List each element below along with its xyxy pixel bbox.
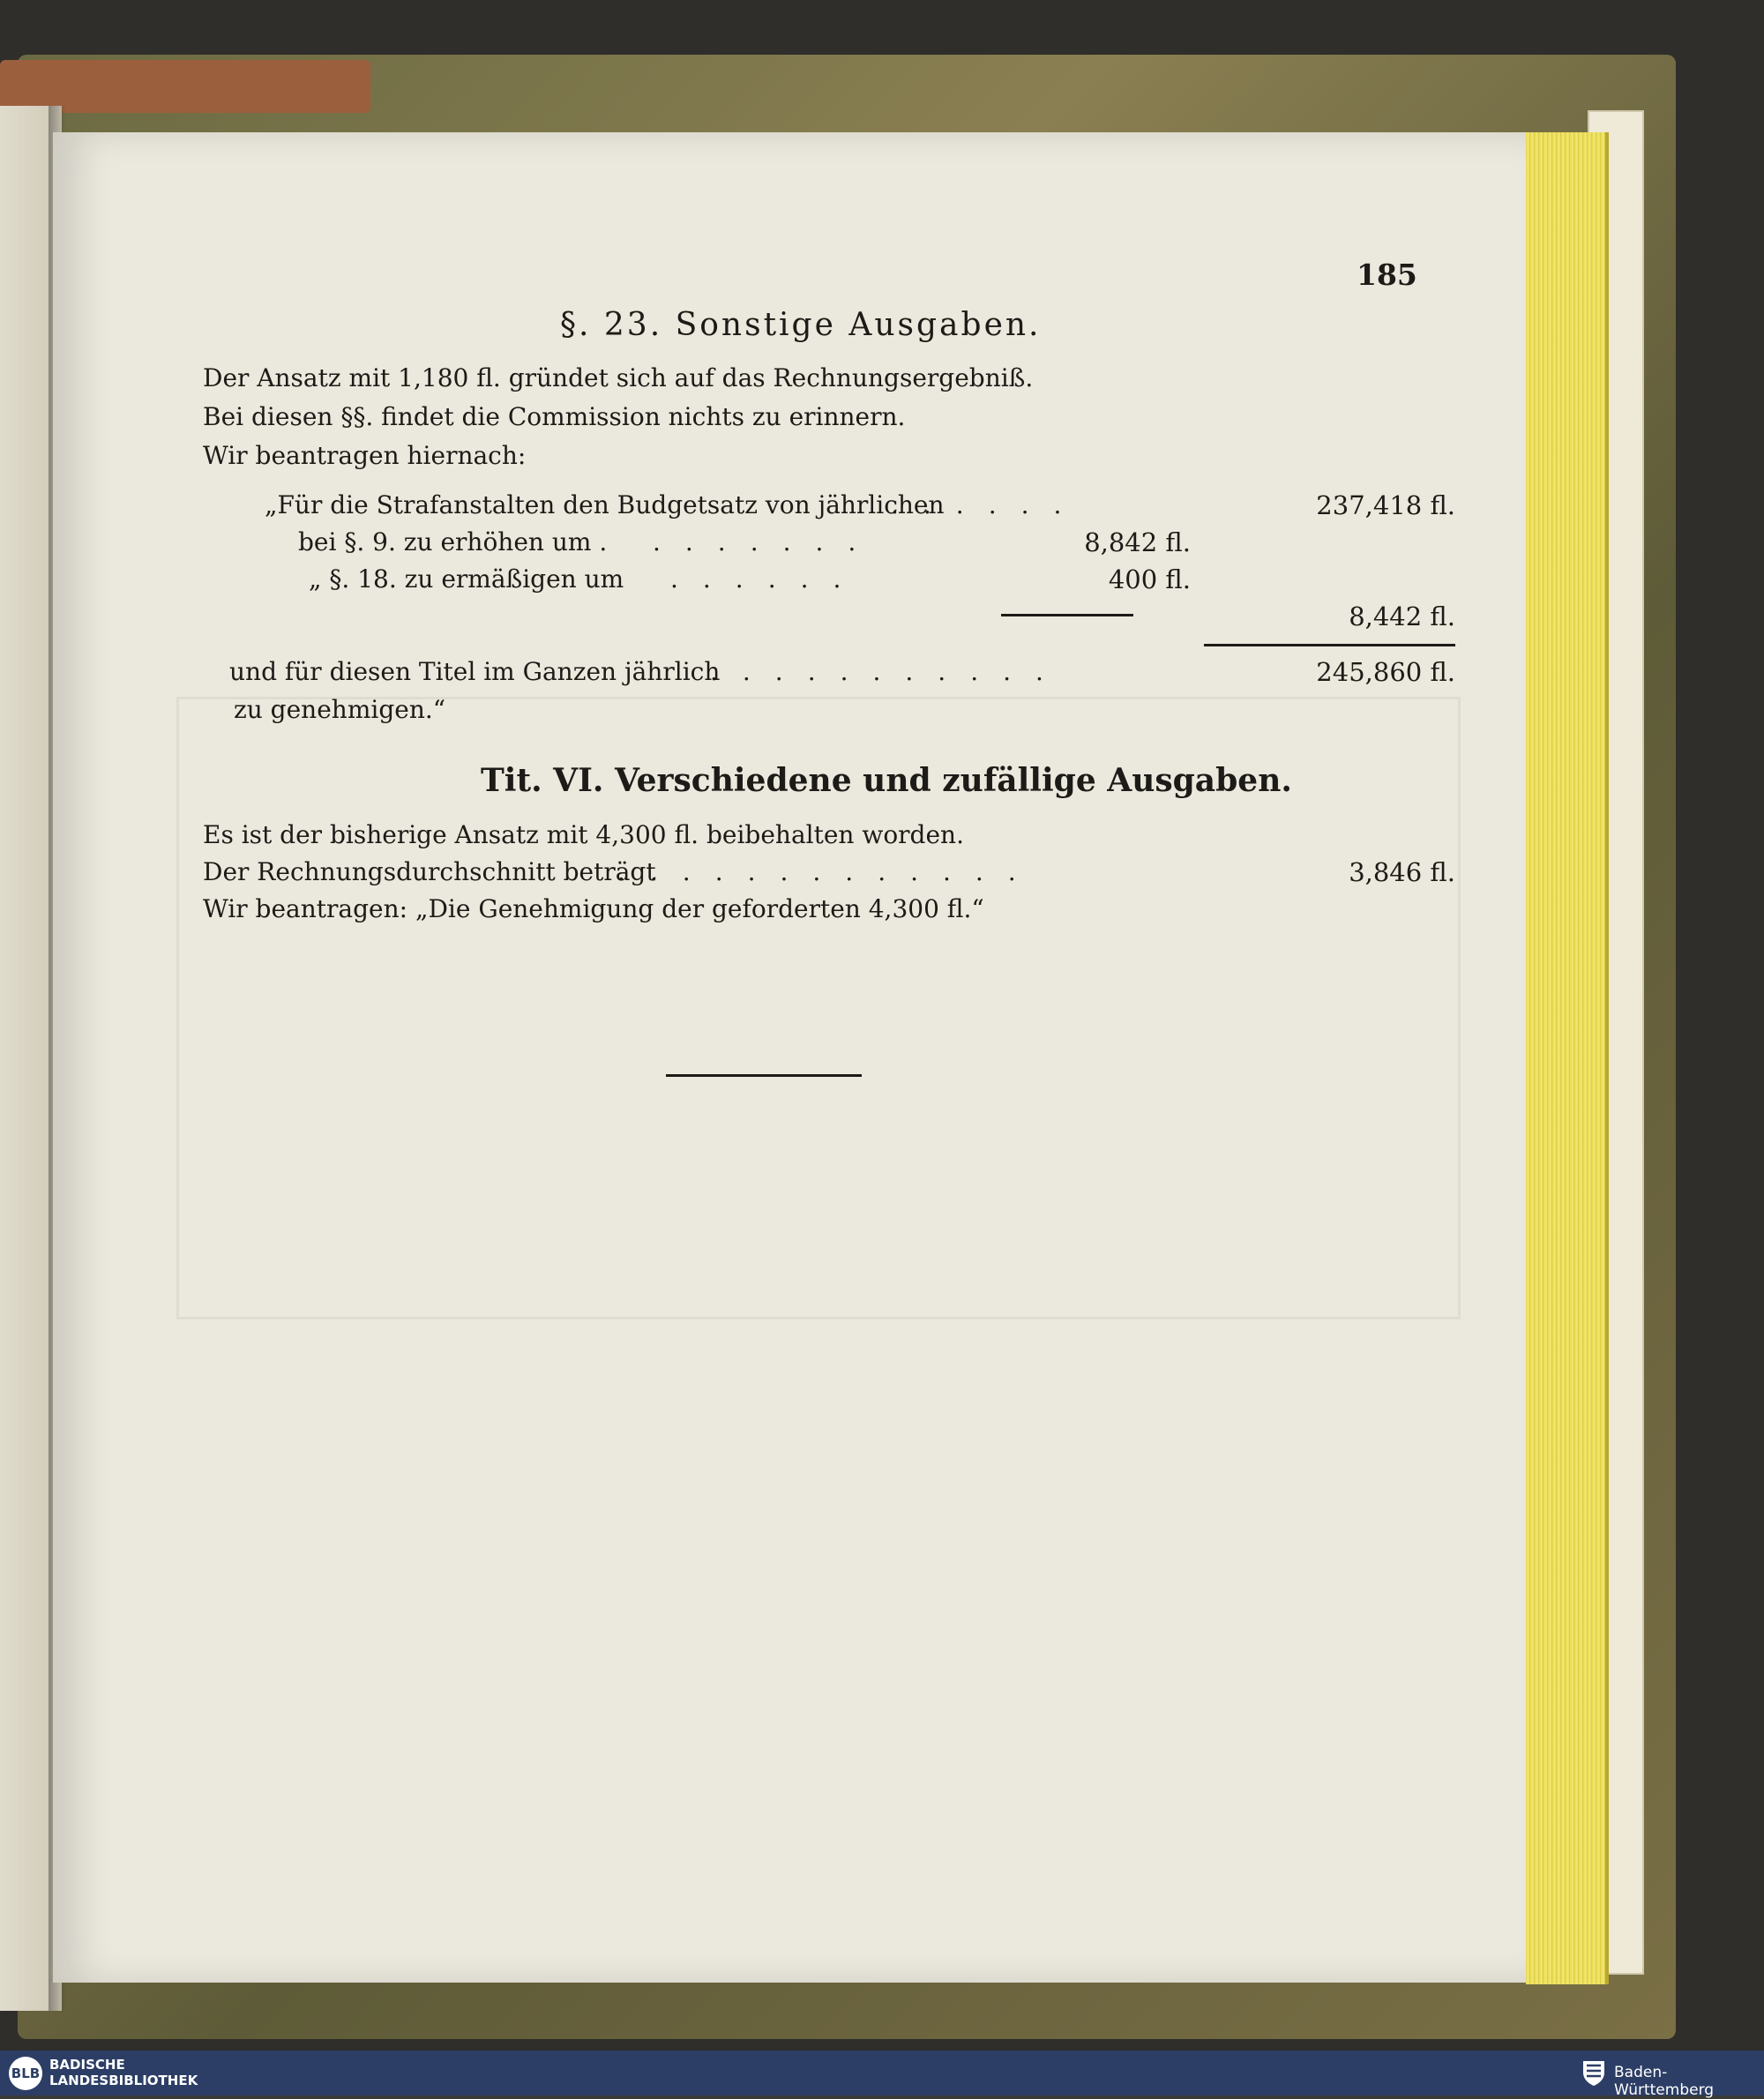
book-spine-edge [0, 60, 370, 113]
title-vi-line-1: Es ist der bisherige Ansatz mit 4,300 fl. beibehalten worden. [203, 820, 964, 849]
footer-bar [0, 2050, 1764, 2095]
leader-dots: ...... [670, 564, 866, 594]
baden-wuerttemberg-label: Baden-Württemberg [1614, 2064, 1715, 2099]
blb-logo: BLB [9, 2057, 42, 2090]
subtotal-rule [1001, 614, 1133, 616]
proposal-amount-1: 237,418 fl. [1316, 490, 1455, 520]
blb-line-1: BADISCHE [49, 2057, 125, 2073]
end-rule [666, 1074, 862, 1077]
title-vi-heading [481, 762, 1292, 799]
proposal-line-2: bei §. 9. zu erhöhen um . [298, 527, 608, 556]
page-edges-stack [1526, 132, 1609, 1984]
proposal-amount-3: 400 fl. [1108, 564, 1191, 594]
leader-dots: ....... [653, 527, 881, 556]
blb-name [49, 2057, 198, 2088]
title-vi-name: Verschiedene und zufällige Ausgaben. [615, 762, 1292, 799]
proposal-line-1: „Für die Strafanstalten den Budgetsatz von jährlichen [265, 490, 945, 519]
total-rule [1204, 644, 1455, 646]
leader-dots: ............. [617, 857, 1041, 886]
book-page [53, 132, 1526, 1983]
difference-amount: 8,442 fl. [1349, 601, 1455, 631]
blb-line-2: LANDESBIBLIOTHEK [49, 2073, 198, 2088]
title-vi-line-3: Wir beantragen: „Die Genehmigung der geforderten 4,300 fl.“ [203, 894, 984, 923]
leader-dots: ...... [891, 490, 1087, 519]
proposal-line-3: „ §. 18. zu ermäßigen um [309, 564, 624, 594]
coat-of-arms-icon [1581, 2058, 1607, 2087]
proposal-amount-2: 8,842 fl. [1084, 527, 1191, 557]
paragraph-1: Der Ansatz mit 1,180 fl. gründet sich auf das Rechnungsergebniß. [203, 363, 1034, 392]
leader-dots: ........... [710, 657, 1068, 686]
title-vi-prefix: Tit. VI. [481, 762, 604, 799]
title-vi-amount: 3,846 fl. [1349, 857, 1455, 887]
section-heading: §. 23. Sonstige Ausgaben. [560, 307, 1042, 343]
paragraph-3: Wir beantragen hiernach: [203, 441, 527, 470]
total-line: und für diesen Titel im Ganzen jährlich [229, 657, 721, 686]
paragraph-2: Bei diesen §§. findet die Commission nichts zu erinnern. [203, 402, 906, 431]
page-number: 185 [1357, 258, 1417, 292]
title-vi-line-2: Der Rechnungsdurchschnitt beträgt [203, 857, 656, 886]
total-amount: 245,860 fl. [1316, 657, 1455, 687]
closing-line: zu genehmigen.“ [234, 695, 446, 724]
